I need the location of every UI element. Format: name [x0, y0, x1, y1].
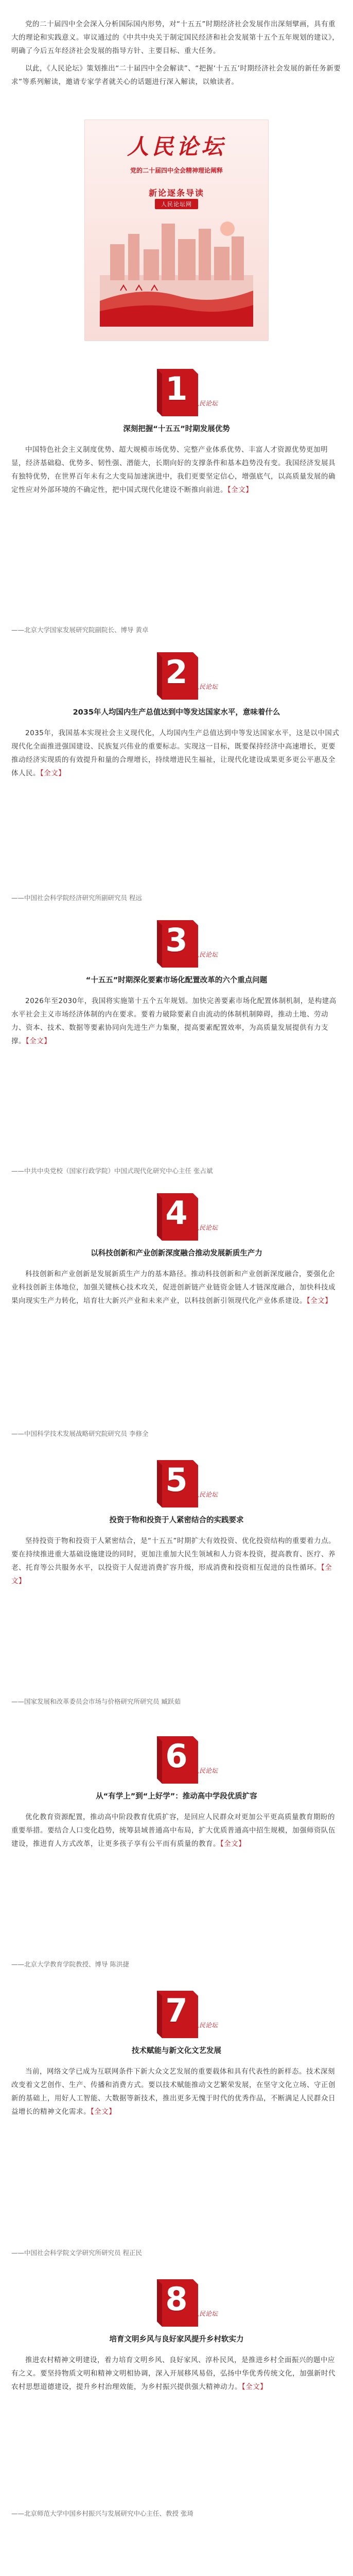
- section-2-title: 2035年人均国内生产总值达到中等发达国家水平，意味着什么: [73, 708, 280, 717]
- section-6-body: [11, 1810, 342, 1851]
- section-5-body: [11, 1534, 342, 1588]
- section-8-author: ——北京师范大学中国乡村振兴与发展研究中心主任、教授 张琦: [11, 2510, 193, 2517]
- section-2-text: 2035年，我国基本实现社会主义现代化，人均国内生产总值达到中等发达国家水平，这是以中国式现代化全面推进强国建设、民族复兴伟业的重要标志。实现这一目标，既要保持经济中高速增长，更要推动经济实现质的有效提升和量的合理增长，持续增进民生福祉，让现代化建设成果更多更公平惠及全体人民。: [11, 729, 340, 777]
- section-8-number: 8: [165, 2280, 188, 2318]
- section-7-signature: 人民论坛: [193, 2022, 218, 2029]
- section-6-author: ——北京大学教育学院教授、博导 陈洪捷: [11, 1960, 129, 1968]
- section-1-number: 1: [165, 370, 188, 408]
- section-7-body: [11, 2065, 342, 2119]
- section-1-title: 深刻把握“十五五”时期发展优势: [123, 425, 230, 433]
- section-3-text: 2026年至2030年，我国将实施第十五个五年规划。加快完善要素市场化配置体制机制，是构建高水平社会主义市场经济体制的内在要求。要着力破除要素自由流动的体制机制障碍，推动土地、劳动力、资本、技术、数据等要素协同向先进生产力集聚，提高要素配置效率，为高质量发展提供有力支撑。: [11, 997, 337, 1045]
- section-5-full-link[interactable]: 【全文】: [11, 1564, 332, 1585]
- poster-illustration: [100, 213, 253, 327]
- section-3-author: ——中共中央党校（国家行政学院）中国式现代化研究中心主任 张占斌: [11, 1167, 213, 1175]
- section-5-author: ——国家发展和改革委员会市场与价格研究所研究员 臧跃茹: [11, 1698, 181, 1705]
- section-3-signature: 人民论坛: [193, 951, 218, 958]
- poster-subtitle: 新论逐条导读: [148, 188, 204, 198]
- section-7-title: 技术赋能与新文化文艺发展: [132, 2047, 221, 2055]
- section-8-title: 培育文明乡风与良好家风提升乡村软实力: [109, 2335, 244, 2344]
- section-4-text: 科技创新和产业创新是发展新质生产力的基本路径。推动科技创新和产业创新深度融合，要强化企业科技创新主体地位，加强关键核心技术攻关，促进创新链产业链资金链人才链深度融合，加快科技成果向现实生产力转化，培育壮大新兴产业和未来产业，以科技创新引领现代化产业体系建设。: [11, 1270, 336, 1305]
- section-5-signature: 人民论坛: [193, 1491, 218, 1498]
- section-8-full-link[interactable]: 【全文】: [242, 2383, 268, 2391]
- section-5-title: 投资于物和投资于人紧密结合的实践要求: [109, 1516, 244, 1524]
- section-6-text: 优化教育资源配置，推动高中阶段教育优质扩容，是回应人民群众对更加公平更高质量教育期盼的重要举措。要结合人口变化趋势，统筹县域普通高中布局，扩大优质普通高中招生规模，加强师资队伍建设，推进育人方式改革，让更多孩子享有公平而有质量的教育。: [11, 1813, 336, 1848]
- section-7-number: 7: [165, 1992, 188, 2029]
- section-4-author: ——中国科学技术发展战略研究院研究员 李修全: [11, 1430, 149, 1437]
- section-4-number: 4: [165, 1194, 188, 1232]
- section-8-signature: 人民论坛: [193, 2310, 218, 2317]
- section-8-body: [11, 2353, 342, 2394]
- section-2-author: ——中国社会科学院经济研究所副研究员 程远: [11, 894, 142, 902]
- section-1-full-link[interactable]: 【全文】: [227, 486, 253, 494]
- poster-tag: 人民论坛网: [155, 199, 198, 209]
- section-4-body: [11, 1267, 342, 1308]
- section-3-body: [11, 994, 342, 1048]
- section-1-text: 中国特色社会主义制度优势、超大规模市场优势、完整产业体系优势、丰富人才资源优势更加明显，经济基础稳、优势多、韧性强、潜能大，长期向好的支撑条件和基本趋势没有变。我国经济发展具有独特优势，在世界百年未有之大变局加速演进中，我们更要坚定信心，增强底气，以高质量发展的确定性应对外部环境的不确定性，把中国式现代化建设不断推向前进。: [11, 446, 336, 494]
- section-3-title: “十五五”时期深化要素市场化配置改革的六个重点问题: [85, 976, 268, 985]
- section-1-author: ——北京大学国家发展研究院副院长、博导 黄卓: [11, 626, 149, 634]
- section-2-badge: [154, 650, 218, 702]
- section-2-signature: 人民论坛: [193, 683, 218, 690]
- section-8-text: 推进农村精神文明建设，着力培育文明乡风、良好家风、淳朴民风，是推进乡村全面振兴的题中应有之义。要坚持物质文明和精神文明相协调，深入开展移风易俗，弘扬中华优秀传统文化，加强新时代农村思想道德建设，提升乡村治理效能，为乡村振兴提供强大精神动力。: [11, 2356, 336, 2391]
- poster-brand-logo: 人民论坛: [127, 134, 226, 159]
- section-4-title: 以科技创新和产业创新深度融合推动发展新质生产力: [91, 1249, 262, 1258]
- section-5-number: 5: [165, 1461, 188, 1499]
- cover-poster: [84, 120, 269, 341]
- section-7-text: 当前，网络文学已成为互联网条件下新大众文艺发展的重要载体和具有代表性的新样态。技术深刻改变着文艺创作、生产、传播和消费方式。要以技术赋能推动文艺繁荣发展，在坚守文化立场、守正创新的基础上，用好人工智能、大数据等新技术，推出更多无愧于时代的优秀作品，不断满足人民群众日益增长的精神文化需求。: [11, 2067, 336, 2116]
- intro-paragraph-2: 以此，《人民论坛》策划推出“二十届四中全会解读”、“把握‘十五五’时期经济社会发展的新任务新要求”等系列解读，邀请专家学者就关心的话题进行深入解读，以飨读者。: [11, 64, 341, 86]
- section-2-full-link[interactable]: 【全文】: [40, 769, 66, 777]
- section-2-number: 2: [165, 653, 188, 691]
- section-2-body: [11, 726, 342, 780]
- section-7-badge: [154, 1989, 218, 2040]
- section-4-badge: [154, 1191, 218, 1243]
- section-3-badge: [154, 918, 218, 970]
- intro-paragraph-1: 党的二十届四中全会深入分析国际国内形势，对“十五五”时期经济社会发展作出深刻擘画，具有重大的理论和实践意义。审议通过的《中共中央关于制定国民经济和社会发展第十五个五年规划的建议》，明确了今后五年经济社会发展的指导方针、主要目标、重大任务。: [11, 20, 340, 55]
- section-4-signature: 人民论坛: [193, 1224, 218, 1231]
- section-3-full-link[interactable]: 【全文】: [26, 1037, 51, 1045]
- section-1-body: [11, 443, 342, 497]
- section-6-title: 从“有学上”到“上好学”：推动高中学段优质扩容: [96, 1792, 257, 1801]
- section-1-signature: 人民论坛: [193, 400, 218, 407]
- section-5-badge: [154, 1458, 218, 1510]
- section-7-full-link[interactable]: 【全文】: [91, 2108, 116, 2116]
- section-6-full-link[interactable]: 【全文】: [220, 1840, 246, 1848]
- poster-title: 党的二十届四中全会精神理论阐释: [130, 167, 223, 174]
- section-6-number: 6: [165, 1737, 188, 1775]
- section-8-badge: [154, 2277, 218, 2329]
- section-7-author: ——中国社会科学院文学研究所研究员 程正民: [11, 2249, 142, 2257]
- section-4-full-link[interactable]: 【全文】: [307, 1297, 332, 1305]
- intro: [11, 18, 342, 93]
- section-6-badge: [154, 1734, 218, 1786]
- section-1-badge: [154, 367, 218, 418]
- section-5-text: 坚持投资于物和投资于人紧密结合，是“十五五”时期扩大有效投资、优化投资结构的重要着力点。要在持续推进重大基础设施建设的同时，更加注重加大民生领域和人力资本投资，提高教育、医疗、养老、托育等公共服务水平，以投资于人促进消费扩容升级，形成消费和投资相互促进的良性循环。: [11, 1537, 336, 1572]
- section-3-number: 3: [165, 921, 188, 959]
- section-6-signature: 人民论坛: [193, 1767, 218, 1774]
